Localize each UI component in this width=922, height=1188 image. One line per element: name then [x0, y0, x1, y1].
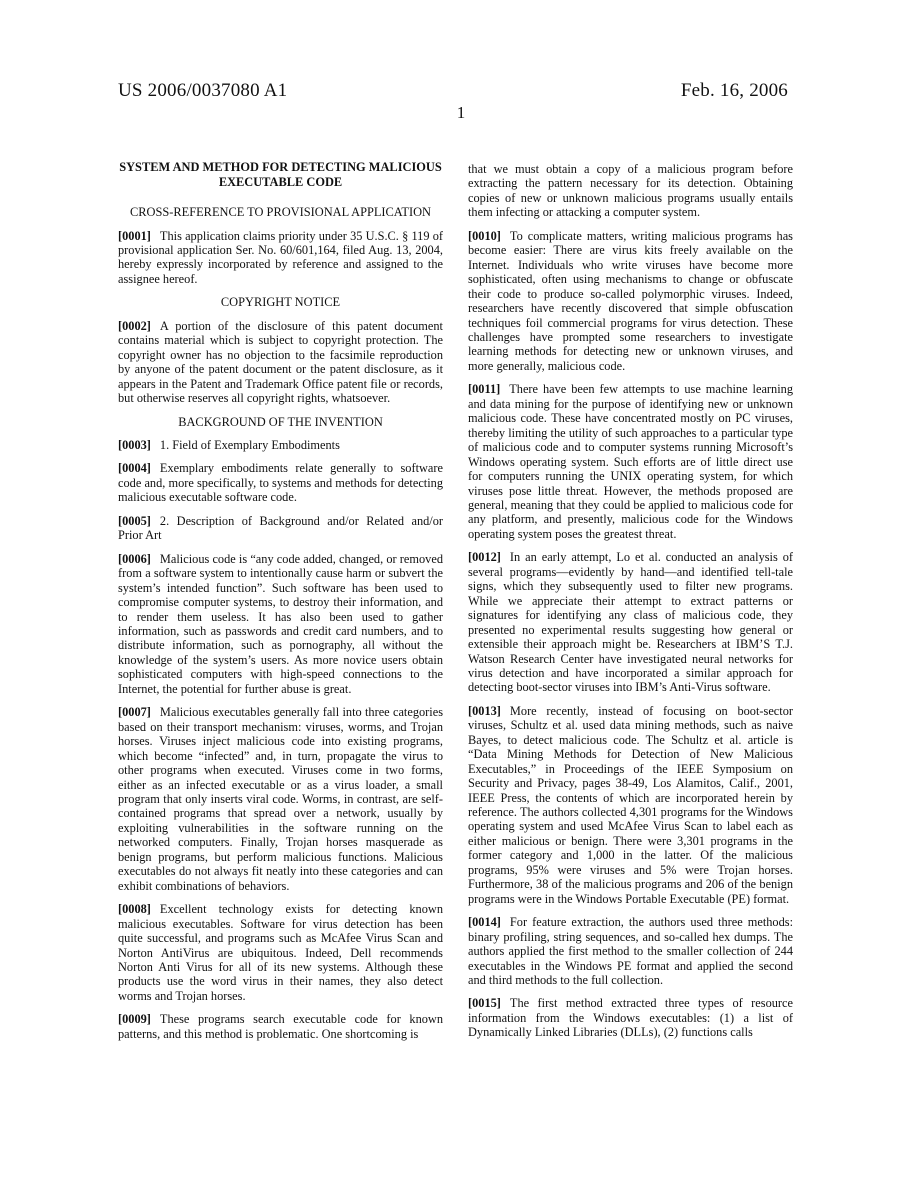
paragraph-0007 [118, 705, 443, 893]
paragraph-0009 [118, 1012, 443, 1041]
paragraph-0014 [468, 915, 793, 987]
paragraph-number: [0001] [118, 228, 151, 243]
paragraph-number: [0003] [118, 438, 151, 453]
paragraph-number: [0015] [468, 996, 501, 1011]
paragraph-text: Exemplary embodiments relate generally to software code and, more specifically, to systems and methods for detecting malicious executable software code. [118, 461, 443, 505]
paragraph-text: 1. Field of Exemplary Embodiments [159, 438, 340, 453]
paragraph-0004 [118, 461, 443, 504]
paragraph-0008 [118, 902, 443, 1003]
paragraph-text: There have been few attempts to use machine learning and data mining for the purpose of identifying new or unknown malicious code. These have concentrated mostly on PC viruses, thereby limiting the utility of such approaches to a particular type of malicious code and to computer systems running Microsoft’s Windows operating system. Such efforts are of little direct use for computers running the UNIX operating system, for which viruses pose little threat. However, the methods proposed are general, meaning that they could be applied to malicious code for any platform, and presently, malicious code for the Windows operating system poses the greatest threat. [468, 382, 793, 541]
paragraph-0006 [118, 552, 443, 697]
paragraph-0012 [468, 550, 793, 695]
paragraph-number: [0002] [118, 318, 151, 333]
paragraph-text: This application claims priority under 35 U.S.C. § 119 of provisional application Ser. No. 60/601,164, filed Aug. 13, 2004, hereby expressly incorporated by reference and assigned to the assignee hereof. [118, 228, 443, 286]
section-heading-copyright: COPYRIGHT NOTICE [220, 295, 341, 310]
left-column [118, 160, 443, 1050]
paragraph-text: Excellent technology exists for detecting known malicious executables. Software for virus detection has been quite successful, and programs such as McAfee Virus Scan and Norton AntiVirus are ubiquitous. Indeed, Dell recommends Norton Anti Virus for all of its new systems. Although these products use the word virus in their names, they also detect worms and Trojan horses. [118, 902, 443, 1003]
publication-date: Feb. 16, 2006 [680, 80, 788, 101]
paragraph-text: In an early attempt, Lo et al. conducted an analysis of several programs—evidently by hand—and identified tell-tale signs, which they subsequently used to filter new programs. While we appreciate their attempt to extract patterns or signatures for identifying any class of malicious code, they presented no experimental results suggesting how general or extensible their approach might be. Researchers at IBM’S T.J. Watson Research Center have investigated neural networks for virus detection and have incorporated a similar approach for detecting boot-sector viruses into IBM’s Anti-Virus software. [468, 550, 793, 695]
paragraph-number: [0006] [118, 551, 151, 566]
paragraph-0005 [118, 514, 443, 543]
paragraph-text: More recently, instead of focusing on boot-sector viruses, Schultz et al. used data mining methods, such as naive Bayes, to detect malicious code. The Schultz et al. article is “Data Mining Methods for Detection of New Malicious Executables,” in Proceedings of the IEEE Symposium on Security and Privacy, pages 38-49, Los Alamitos, Calif., 2001, IEEE Press, the contents of which are incorporated herein by reference. The authors collected 4,301 programs for the Windows operating system and used McAfee Virus Scan to label each as either malicious or benign. There were 3,301 programs in the former category and 1,000 in the latter. Of the malicious programs, 95% were viruses and 5% were Trojan horses. Furthermore, 38 of the malicious programs and 206 of the benign programs were in the Windows Portable Executable (PE) format. [468, 703, 793, 906]
paragraph-0013 [468, 704, 793, 906]
paragraph-number: [0008] [118, 902, 151, 917]
paragraph-text: The first method extracted three types of resource information from the Windows executables: (1) a list of Dynamically Linked Libraries (DLLs), (2) functions calls [468, 996, 793, 1040]
paragraph-text: Malicious code is “any code added, changed, or removed from a software system to intentionally cause harm or subvert the system’s intended function”. Such software has been used to compromise computer systems, to destroy their information, and to render them useless. It has also been used to gather information, such as passwords and credit card numbers, and to distribute information, such as pornography, all without the knowledge of the system’s users. As more novice users obtain sophisticated computers with high-speed connections to the Internet, the potential for further abuse is great. [118, 551, 443, 696]
page-number: 1 [456, 103, 466, 122]
publication-number: US 2006/0037080 A1 [118, 80, 288, 101]
document-title: SYSTEM AND METHOD FOR DETECTING MALICIOUS EXECUTABLE CODE [119, 160, 442, 189]
paragraph-number: [0010] [468, 228, 501, 243]
paragraph-0011 [468, 382, 793, 541]
paragraph-0003 [118, 438, 443, 452]
paragraph-number: [0004] [118, 461, 151, 476]
paragraph-text: Malicious executables generally fall into three categories based on their transport mechanism: viruses, worms, and Trojan horses. Viruses inject malicious code into existing programs, which become “infected” and, in turn, propagate the virus to other programs when executed. Viruses come in two forms, either as an infected executable or as a virus loader, a small program that only inserts viral code. Worms, in contrast, are self-contained programs that spread over a network, usually by exploiting vulnerabilities in the software running on the networked computers. Finally, Trojan horses masquerade as benign programs, but perform malicious functions. Malicious executables do not always fit neatly into these categories and can exhibit combinations of behaviors. [118, 705, 443, 893]
paragraph-text: To complicate matters, writing malicious programs has become easier: There are virus kits freely available on the Internet. Individuals who write viruses have become more sophisticated, often using mechanisms to change or obfuscate their code to produce so-called polymorphic viruses. Indeed, researchers have recently discovered that simple obfuscation techniques foil commercial programs for virus detection. These challenges have prompted some researchers to investigate learning methods for detecting new or unknown viruses, and more generally, malicious code. [468, 228, 793, 373]
paragraph-number: [0012] [468, 550, 501, 565]
paragraph-number: [0011] [468, 382, 501, 397]
paragraph-number: [0005] [118, 513, 151, 528]
section-heading-cross-reference: CROSS-REFERENCE TO PROVISIONAL APPLICATION [130, 205, 431, 219]
paragraph-number: [0014] [468, 915, 501, 930]
paragraph-number: [0007] [118, 705, 151, 720]
paragraph-0001 [118, 229, 443, 287]
paragraph-text: A portion of the disclosure of this patent document contains material which is subject to copyright protection. The copyright owner has no objection to the facsimile reproduction by anyone of the patent document or the patent disclosure, as it appears in the Patent and Trademark Office patent file or records, but otherwise reserves all copyright rights, whatsoever. [118, 318, 443, 406]
paragraph-0015 [468, 996, 793, 1039]
right-column [468, 162, 793, 1049]
paragraph-text: 2. Description of Background and/or Related and/or Prior Art [118, 513, 443, 543]
paragraph-continuation: that we must obtain a copy of a malicious program before extracting the pattern necessary for its detection. Obtaining copies of new or unknown malicious programs usually entails them infecting or attacking a computer system. [468, 162, 793, 220]
paragraph-0002 [118, 319, 443, 406]
paragraph-text: For feature extraction, the authors used three methods: binary profiling, string sequences, and so-called hex dumps. The authors applied the first method to the smaller collection of 244 executables in the Windows PE format and applied the second and third methods to the full collection. [468, 915, 793, 988]
paragraph-number: [0009] [118, 1012, 151, 1027]
paragraph-number: [0013] [468, 703, 501, 718]
paragraph-0010 [468, 229, 793, 374]
paragraph-text: These programs search executable code for known patterns, and this method is problematic. One shortcoming is [118, 1012, 443, 1041]
section-heading-background: BACKGROUND OF THE INVENTION [178, 414, 383, 429]
